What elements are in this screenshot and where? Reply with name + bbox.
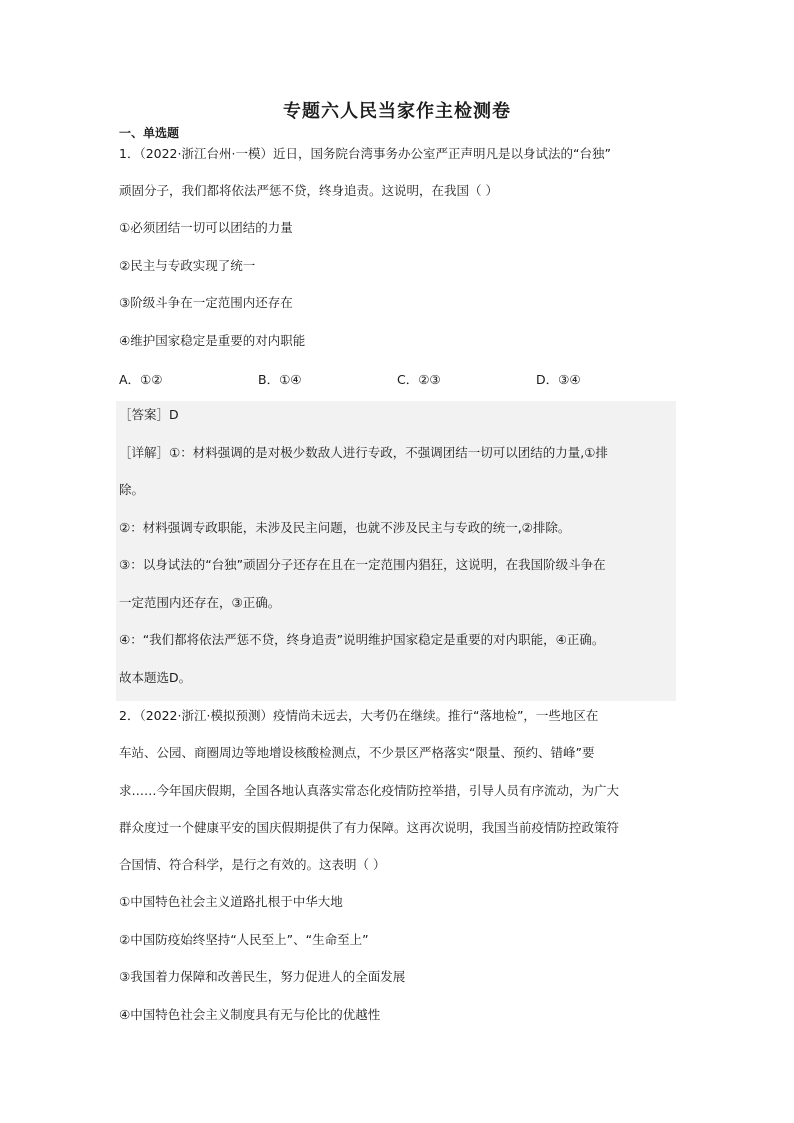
q2-stem-line-1: 2．（2022·浙江·模拟预测）疫情尚未远去，大考仍在继续。推行“落地检”，一些地区在 <box>119 708 599 723</box>
q2-item-3: ③我国着力保障和改善民生，努力促进人的全面发展 <box>119 969 406 984</box>
q1-option-d: D．③④ <box>536 372 581 387</box>
q2-item-2: ②中国防疫始终坚持“人民至上”、“生命至上” <box>119 932 369 947</box>
q2-stem-line-3: 求……今年国庆假期，全国各地认真落实常态化疫情防控举措，引导人员有序流动，为广大 <box>119 783 620 798</box>
q1-option-a: A．①② <box>119 372 163 387</box>
q1-item-3: ③阶级斗争在一定范围内还存在 <box>119 295 293 310</box>
q1-answer: ［答案］D <box>119 407 179 422</box>
q2-stem-line-4: 群众度过一个健康平安的国庆假期提供了有力保障。这再次说明，我国当前疫情防控政策符 <box>119 820 620 835</box>
q1-option-b: B．①④ <box>258 372 302 387</box>
page-title: 专题六人民当家作主检测卷 <box>283 101 511 122</box>
q1-detail-line-6: ④：“我们都将依法严惩不贷，终身追责”说明维护国家稳定是重要的对内职能，④正确。 <box>119 632 605 647</box>
q1-stem-line-1: 1．（2022·浙江台州·一模）近日，国务院台湾事务办公室严正声明凡是以身试法的“台独” <box>119 146 611 161</box>
q2-stem-line-5: 合国情、符合科学，是行之有效的。这表明（ ） <box>119 857 386 872</box>
q1-item-2: ②民主与专政实现了统一 <box>119 258 256 273</box>
q2-stem-line-2: 车站、公园、商圈周边等地增设核酸检测点，不少景区严格落实“限量、预约、错峰”要 <box>119 745 595 760</box>
q1-option-c: C．②③ <box>397 372 441 387</box>
q1-detail-line-3: ②：材料强调专政职能，未涉及民主问题，也就不涉及民主与专政的统一,②排除。 <box>119 520 571 535</box>
q1-detail-line-2: 除。 <box>119 482 145 497</box>
q1-detail-line-1: ［详解］①：材料强调的是对极少数敌人进行专政，不强调团结一切可以团结的力量,①排 <box>119 445 608 460</box>
q1-detail-line-5: 一定范围内还存在，③正确。 <box>119 595 281 610</box>
q1-detail-line-4: ③：以身试法的“台独”顽固分子还存在且在一定范围内猖狂，这说明，在我国阶级斗争在 <box>119 557 606 572</box>
q1-detail-line-7: 故本题选D。 <box>119 670 192 685</box>
q1-item-4: ④维护国家稳定是重要的对内职能 <box>119 333 306 348</box>
q2-item-1: ①中国特色社会主义道路扎根于中华大地 <box>119 894 343 909</box>
q1-stem-line-2: 顽固分子，我们都将依法严惩不贷，终身追责。这说明，在我国（ ） <box>119 183 498 198</box>
section-heading: 一、单选题 <box>119 126 180 140</box>
q2-item-4: ④中国特色社会主义制度具有无与伦比的优越性 <box>119 1007 381 1022</box>
q1-item-1: ①必须团结一切可以团结的力量 <box>119 220 293 235</box>
